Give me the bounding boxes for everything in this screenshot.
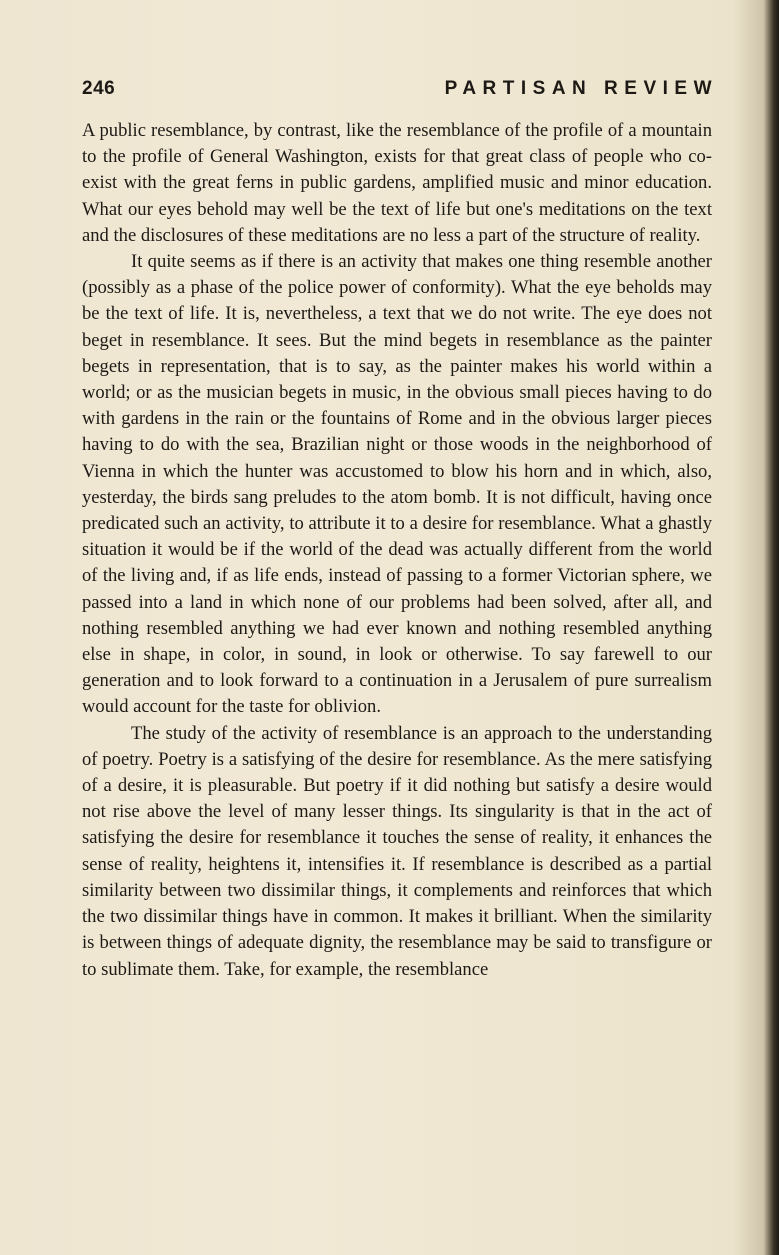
- running-head: PARTISAN REVIEW: [444, 78, 718, 99]
- paragraph-3: The study of the activity of resemblance is an approach to the understanding of poetry. Poetry is a satisfying of the desire for resemblance. As the mere satisfying of a desire, it is pleasurable. But poetry if it did nothing but satisfy a desire would not rise above the level of many lesser things. Its singularity is that in the act of satisfying the desire for resemblance it touches the sense of reality, it enhances the sense of reality, heightens it, intensifies it. If resemblance is described as a partial similarity between two dissimilar things, it complements and reinforces that which the two dissimilar things have in common. It makes it brilliant. When the similarity is between things of adequate dignity, the resemblance may be said to transfigure or to sublimate them. Take, for example, the resemblance: [82, 722, 712, 980]
- body-text: [82, 118, 712, 983]
- paragraph-2: It quite seems as if there is an activity that makes one thing resemble another (possibly as a phase of the police power of conformity). What the eye beholds may be the text of life. It is, nevertheless, a text that we do not write. The eye does not beget in resemblance. It sees. But the mind begets in resemblance as the painter begets in representation, that is to say, as the painter makes his world within a world; or as the musician begets in music, in the obvious small pieces having to do with gardens in the rain or the fountains of Rome and in the obvious larger pieces having to do with the sea, Brazilian night or those woods in the neighborhood of Vienna in which the hunter was accustomed to blow his horn and in which, also, yesterday, the birds sang preludes to the atom bomb. It is not difficult, having once predicated such an activity, to attribute it to a desire for resemblance. What a ghastly situation it would be if the world of the dead was actually different from the world of the living and, if as life ends, instead of passing to a former Victorian sphere, we passed into a land in which none of our problems had been solved, after all, and nothing resembled anything we had ever known and nothing resembled anything else in shape, in color, in sound, in look or otherwise. To say farewell to our generation and to look forward to a continuation in a Jerusalem of pure surrealism would account for the taste for oblivion.: [82, 251, 712, 718]
- page-header: [82, 78, 718, 106]
- page-number: 246: [82, 78, 116, 99]
- paragraph-1: A public resemblance, by contrast, like the resemblance of the profile of a mountain to the profile of General Washington, exists for that great class of people who co-exist with the great ferns in public gardens, amplified music and minor education. What our eyes behold may well be the text of life but one's meditations on the text and the disclosures of these meditations are no less a part of the structure of reality.: [82, 120, 712, 246]
